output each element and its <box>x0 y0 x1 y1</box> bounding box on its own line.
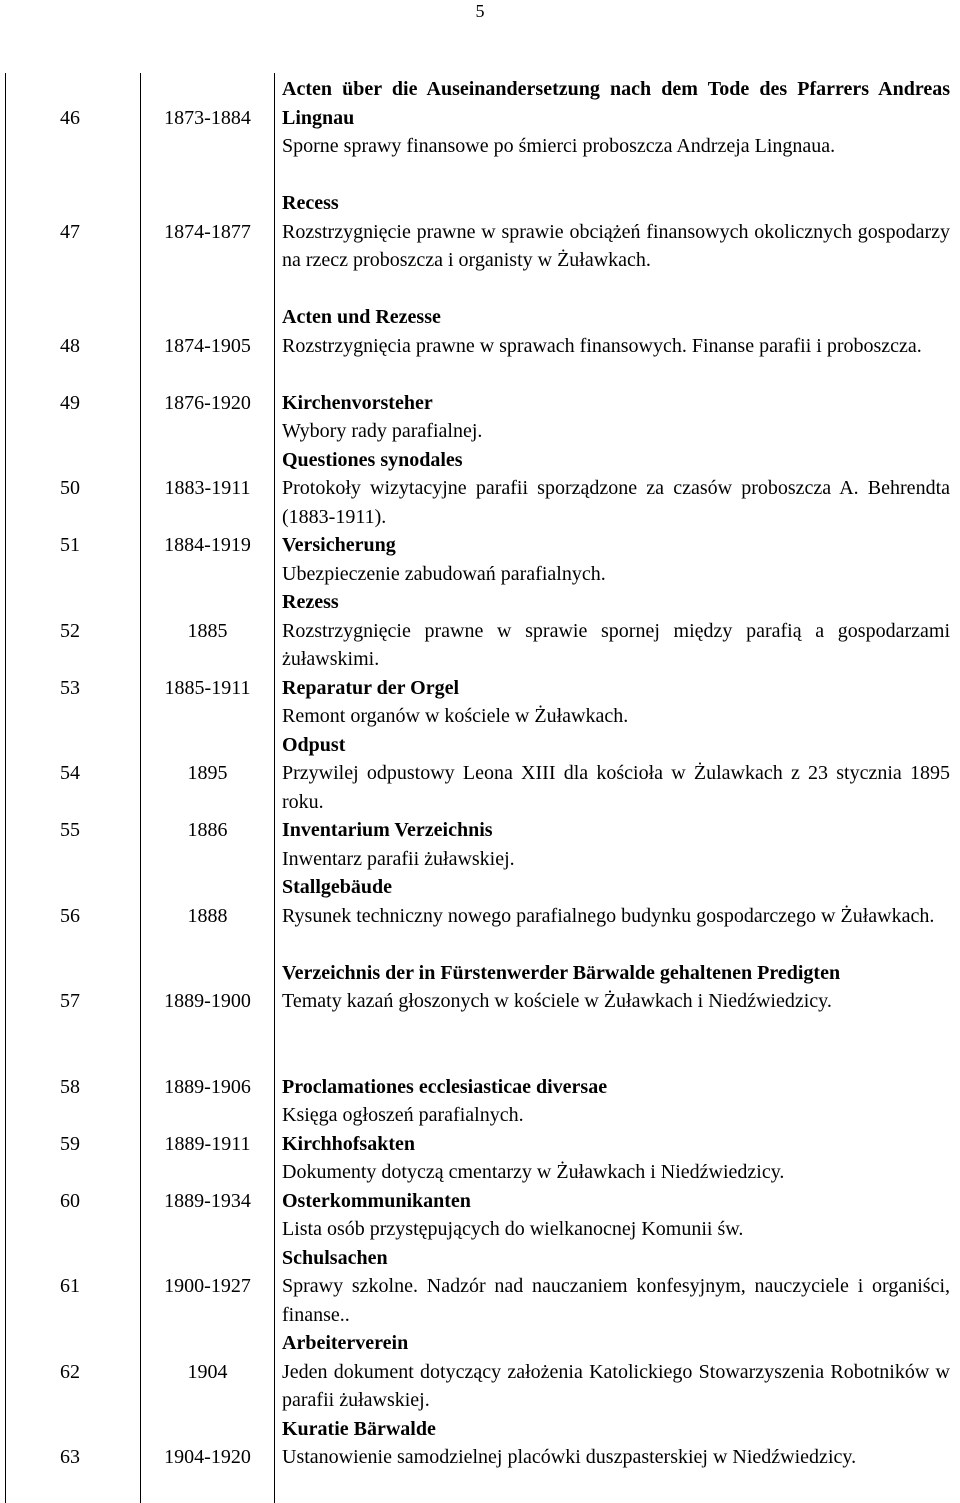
table-row <box>0 303 960 389</box>
row-number: 61 <box>60 1275 80 1297</box>
row-note: Lista osób przystępujących do wielkanocnej Komunii św. <box>282 1218 744 1240</box>
row-number: 58 <box>60 1075 80 1098</box>
row-number: 59 <box>60 1132 80 1155</box>
row-note: Rozstrzygnięcie prawne w sprawie spornej między parafią a gospodarzami żuławskimi. <box>282 619 950 670</box>
row-note: Księga ogłoszeń parafialnych. <box>282 1104 524 1126</box>
row-number: 51 <box>60 534 80 556</box>
row-date: 1904 <box>187 1360 228 1383</box>
row-title: Proclamationes ecclesiasticae diversae <box>282 1075 608 1098</box>
row-title: Osterkommunikanten <box>282 1189 471 1212</box>
row-description <box>282 588 950 674</box>
table-row <box>0 1073 960 1130</box>
row-title: Schulsachen <box>282 1246 388 1269</box>
row-description <box>282 873 950 930</box>
row-number: 53 <box>60 676 80 699</box>
row-number: 49 <box>60 391 80 414</box>
row-date: 1895 <box>187 762 228 784</box>
table-row <box>0 1415 960 1501</box>
row-note: Sprawy szkolne. Nadzór nad nauczaniem konfesyjnym, nauczyciele i organiści, finanse.. <box>282 1275 950 1326</box>
row-date: 1874-1905 <box>164 334 251 357</box>
table-row <box>0 588 960 674</box>
row-note: Rozstrzygnięcie prawne w sprawie obciążeń finansowych okolicznych gospodarzy na rzecz proboszcza i organisty w Żuławkach. <box>282 220 950 271</box>
inventory-table <box>0 75 960 1500</box>
row-number: 48 <box>60 334 80 357</box>
table-row <box>0 446 960 532</box>
row-title: Stallgebäude <box>282 876 393 898</box>
row-note: Przywilej odpustowy Leona XIII dla kościoła w Żulawkach z 23 stycznia 1895 roku. <box>282 762 950 813</box>
page-number: 5 <box>475 1 485 21</box>
row-date: 1884-1919 <box>164 534 251 556</box>
row-description <box>282 1329 950 1415</box>
row-note: Wybory rady parafialnej. <box>282 420 483 442</box>
row-note: Rozstrzygnięcia prawne w sprawach finansowych. Finanse parafii i proboszcza. <box>282 334 922 357</box>
row-date: 1876-1920 <box>164 391 251 414</box>
row-description <box>282 1073 950 1130</box>
table-row <box>0 1187 960 1244</box>
row-number: 52 <box>60 619 80 642</box>
row-number: 55 <box>60 819 80 841</box>
row-date: 1883-1911 <box>164 477 251 499</box>
row-date: 1885-1911 <box>164 676 251 699</box>
table-row <box>0 816 960 873</box>
row-number: 56 <box>60 904 80 927</box>
row-title: Verzeichnis der in Fürstenwerder Bärwalde gehaltenen Predigten <box>282 961 841 984</box>
row-note: Jeden dokument dotyczący założenia Katolickiego Stowarzyszenia Robotników w parafii żuławskiej. <box>282 1360 950 1411</box>
table-row <box>0 1244 960 1330</box>
row-description <box>282 674 950 731</box>
row-description <box>282 816 950 873</box>
row-number: 60 <box>60 1189 80 1212</box>
row-note: Dokumenty dotyczą cmentarzy w Żuławkach i Niedźwiedzicy. <box>282 1161 785 1183</box>
row-date: 1900-1927 <box>164 1275 251 1297</box>
row-description <box>282 446 950 532</box>
row-date: 1873-1884 <box>164 106 251 129</box>
row-title: Questiones synodales <box>282 448 463 471</box>
row-note: Protokoły wizytacyjne parafii sporządzone za czasów proboszcza A. Behrendta (1883-1911). <box>282 477 950 528</box>
row-number: 62 <box>60 1360 80 1383</box>
row-date: 1889-1900 <box>164 990 251 1012</box>
row-title: Kuratie Bärwalde <box>282 1417 436 1440</box>
row-date: 1885 <box>187 619 228 642</box>
row-date: 1889-1934 <box>164 1189 251 1212</box>
table-row <box>0 389 960 446</box>
row-note: Rysunek techniczny nowego parafialnego budynku gospodarczego w Żuławkach. <box>282 904 935 927</box>
row-number: 57 <box>60 990 80 1012</box>
row-date: 1886 <box>187 819 228 841</box>
row-note: Inwentarz parafii żuławskiej. <box>282 847 515 870</box>
row-description <box>282 959 950 1016</box>
row-title: Inventarium Verzeichnis <box>282 819 493 841</box>
row-title: Kirchenvorsteher <box>282 391 433 414</box>
table-row <box>0 674 960 731</box>
table-row <box>0 1130 960 1187</box>
row-note: Sporne sprawy finansowe po śmierci proboszcza Andrzeja Lingnaua. <box>282 135 836 157</box>
row-number: 47 <box>60 220 80 243</box>
row-number: 50 <box>60 477 80 499</box>
row-description <box>282 1187 950 1244</box>
row-title: Rezess <box>282 591 339 613</box>
table-row <box>0 959 960 1073</box>
row-date: 1874-1877 <box>164 220 251 243</box>
row-description <box>282 303 950 360</box>
row-date: 1904-1920 <box>164 1446 251 1468</box>
row-description <box>282 189 950 275</box>
row-description <box>282 1244 950 1330</box>
row-title: Kirchhofsakten <box>282 1132 415 1155</box>
row-note: Remont organów w kościele w Żuławkach. <box>282 705 629 727</box>
row-description <box>282 731 950 817</box>
row-number: 54 <box>60 762 80 784</box>
row-date: 1888 <box>187 904 228 927</box>
row-description <box>282 75 950 161</box>
row-note: Tematy kazań głoszonych w kościele w Żuławkach i Niedźwiedzicy. <box>282 990 832 1012</box>
row-note: Ustanowienie samodzielnej placówki duszpasterskiej w Niedźwiedzicy. <box>282 1446 857 1468</box>
table-row <box>0 873 960 959</box>
table-row <box>0 1329 960 1415</box>
row-title: Recess <box>282 192 339 214</box>
row-note: Ubezpieczenie zabudowań parafialnych. <box>282 562 606 585</box>
row-description <box>282 1130 950 1187</box>
row-title: Reparatur der Orgel <box>282 676 460 699</box>
table-row <box>0 189 960 303</box>
table-row <box>0 731 960 817</box>
row-description <box>282 1415 950 1472</box>
row-description <box>282 389 950 446</box>
row-title: Arbeiterverein <box>282 1332 409 1354</box>
row-title: Odpust <box>282 733 346 756</box>
row-title: Acten über die Auseinandersetzung nach dem Tode des Pfarrers Andreas Lingnau <box>282 78 950 129</box>
table-row <box>0 75 960 189</box>
row-description <box>282 531 950 588</box>
row-title: Versicherung <box>282 534 396 556</box>
row-number: 46 <box>60 106 80 129</box>
table-row <box>0 531 960 588</box>
row-date: 1889-1906 <box>164 1075 251 1098</box>
row-title: Acten und Rezesse <box>282 306 441 328</box>
row-number: 63 <box>60 1446 80 1468</box>
row-date: 1889-1911 <box>164 1132 251 1155</box>
